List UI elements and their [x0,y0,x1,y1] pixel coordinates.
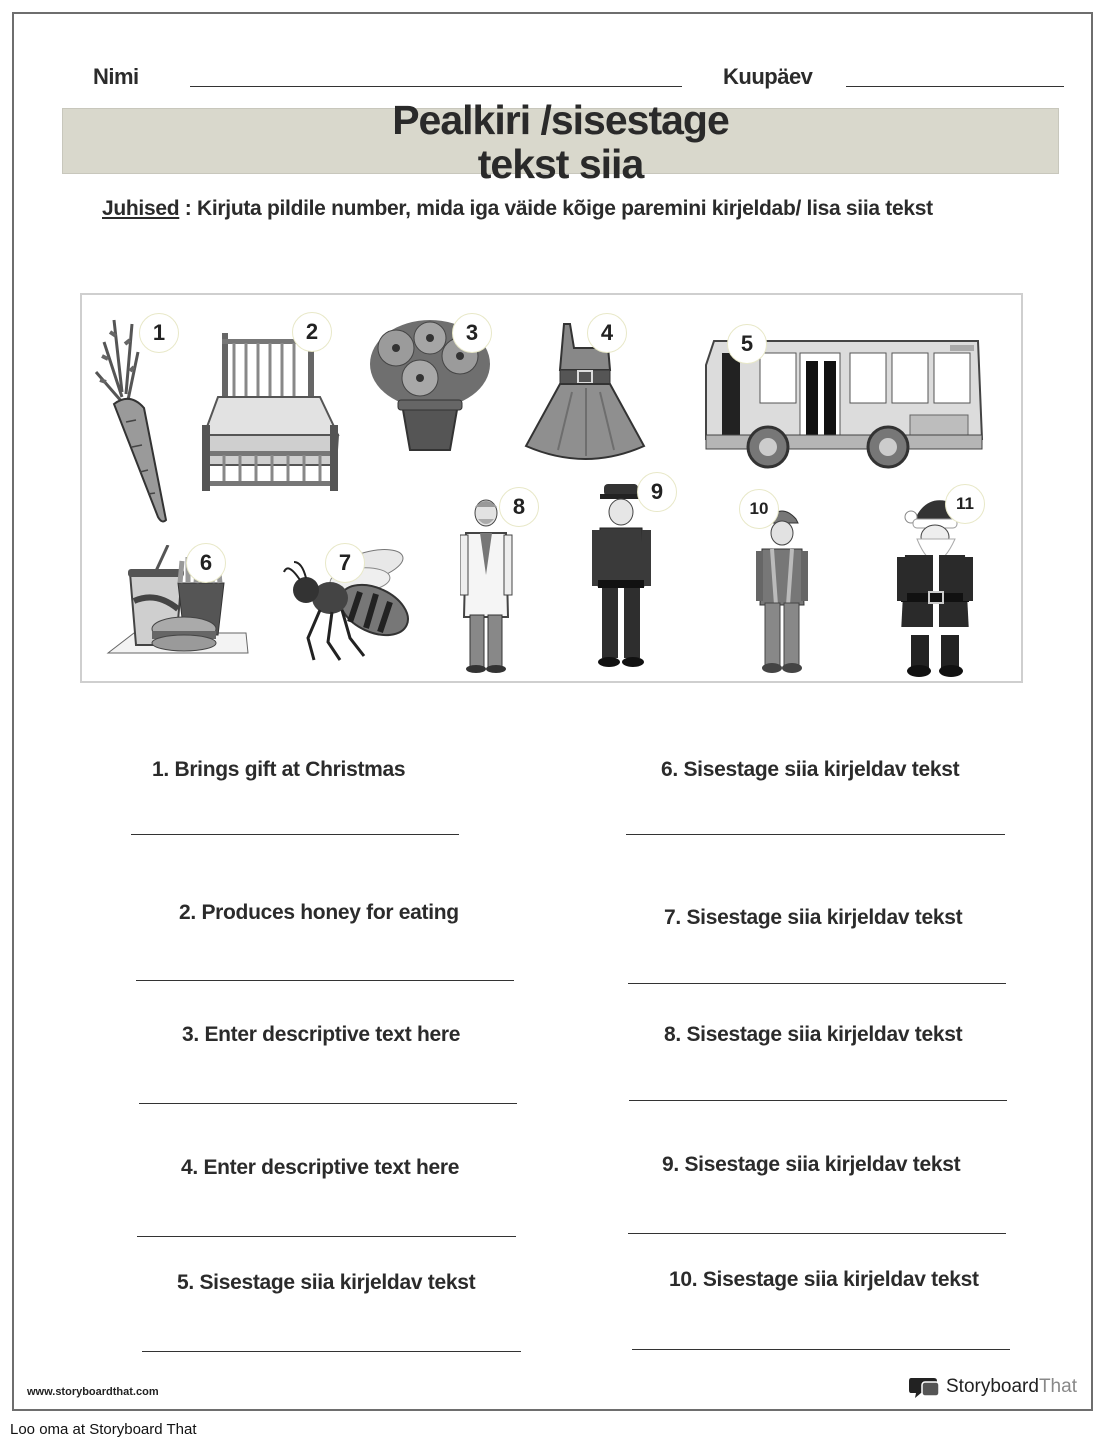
police-officer-icon [592,482,652,670]
date-label: Kuupäev [723,64,813,89]
picture-number-10: 10 [739,489,779,529]
worksheet-page [12,12,1093,1411]
question-9: 9. Sisestage siia kirjeldav tekst [662,1153,961,1176]
picture-number-1: 1 [139,313,179,353]
title-line-2: tekst siia [477,141,644,187]
picture-number-8: 8 [499,487,539,527]
speech-bubble-icon [908,1375,940,1399]
picture-number-9: 9 [637,472,677,512]
picture-number-6: 6 [186,543,226,583]
instructions-text: Kirjuta pildile number, mida iga väide kõige paremini kirjeldab/ lisa siia tekst [197,197,933,220]
bed-icon [200,325,342,495]
answer-line-7[interactable] [628,983,1006,984]
question-8: 8. Sisestage siia kirjeldav tekst [664,1023,963,1046]
instructions-separator: : [179,197,198,220]
logo-text-light: That [1038,1376,1077,1397]
construction-worker-icon [756,505,808,675]
name-label: Nimi [93,64,139,89]
answer-line-2[interactable] [136,980,514,981]
question-5: 5. Sisestage siia kirjeldav tekst [177,1271,476,1294]
page-title [62,98,1059,186]
answer-line-4[interactable] [137,1236,516,1237]
answer-line-9[interactable] [628,1233,1006,1234]
picture-number-7: 7 [325,543,365,583]
question-2: 2. Produces honey for eating [179,901,459,924]
fast-food-icon [106,545,250,657]
title-line-1: Pealkiri /sisestage [392,97,729,143]
question-7: 7. Sisestage siia kirjeldav tekst [664,906,963,929]
instructions-label: Juhised [102,197,180,220]
picture-number-5: 5 [727,324,767,364]
credit-text[interactable]: Loo oma at Storyboard That [10,1421,197,1438]
answer-line-10[interactable] [632,1349,1010,1350]
picture-number-11: 11 [945,484,985,524]
storyboardthat-logo[interactable] [908,1374,1077,1400]
question-6: 6. Sisestage siia kirjeldav tekst [661,758,960,781]
logo-text-bold: Storyboard [946,1376,1039,1397]
answer-line-6[interactable] [626,834,1005,835]
dress-icon [524,322,646,464]
question-3: 3. Enter descriptive text here [182,1023,461,1046]
picture-number-3: 3 [452,313,492,353]
answer-line-5[interactable] [142,1351,521,1352]
picture-number-4: 4 [587,313,627,353]
answer-line-8[interactable] [629,1100,1007,1101]
question-1: 1. Brings gift at Christmas [152,758,406,781]
footer-url[interactable]: www.storyboardthat.com [27,1386,159,1398]
answer-line-3[interactable] [139,1103,517,1104]
question-10: 10. Sisestage siia kirjeldav tekst [669,1268,979,1291]
picture-number-2: 2 [292,312,332,352]
question-4: 4. Enter descriptive text here [181,1156,460,1179]
name-line [190,86,682,87]
instructions [102,197,933,221]
date-line [846,86,1064,87]
answer-line-1[interactable] [131,834,459,835]
